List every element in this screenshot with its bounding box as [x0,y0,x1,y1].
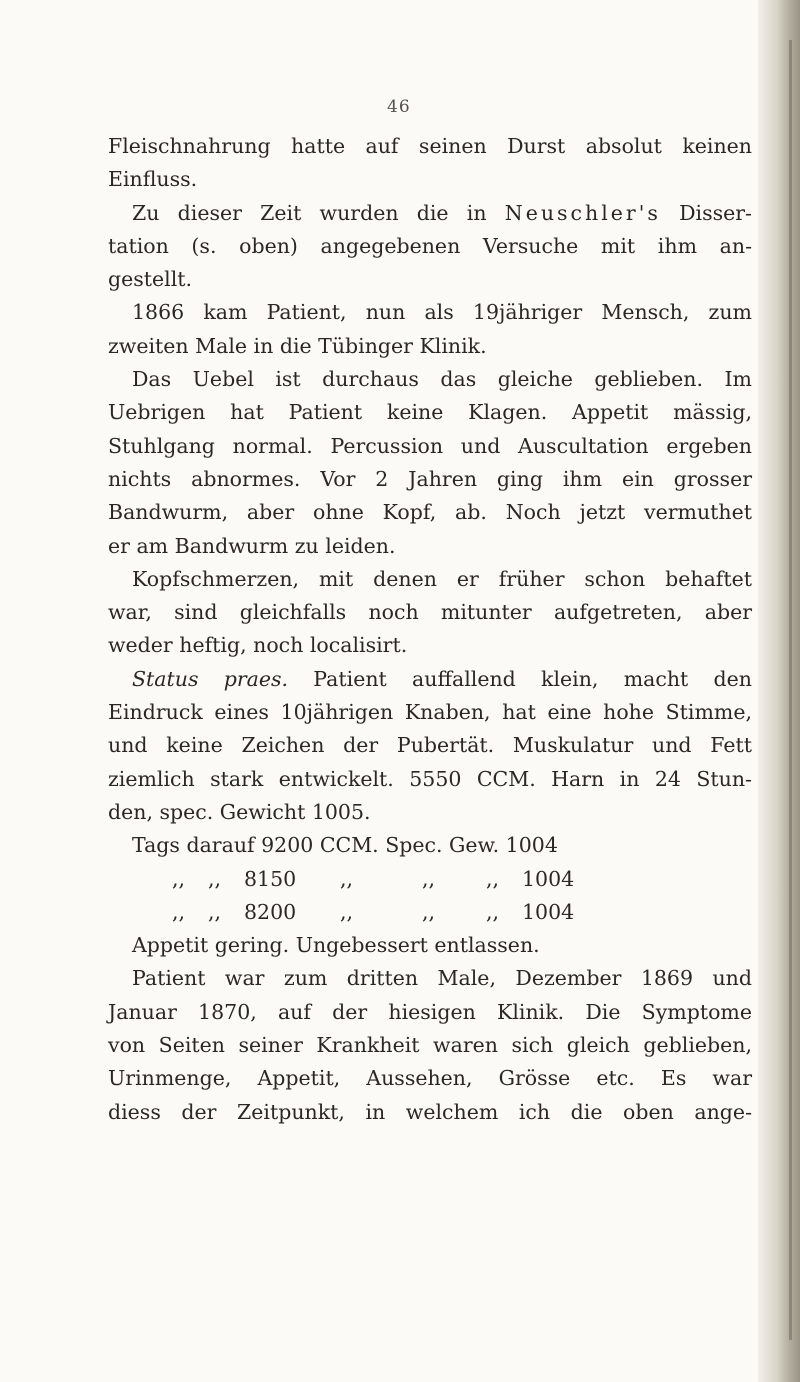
ditto-mark: ,, [172,866,186,891]
text-line: Januar 1870, auf der hiesigen Klinik. Die Symptome [108,999,752,1024]
ditto-mark: ,, [340,899,354,924]
text-line: Bandwurm, aber ohne Kopf, ab. Noch jetzt vermuthet [108,500,752,525]
measurement-row [108,896,752,929]
text-line: 1866 kam Patient, nun als 19jähriger Mensch, zum [132,300,752,325]
page-number: 46 [387,97,411,117]
ditto-mark: ,, [422,899,436,924]
text-line: Appetit gering. Ungebessert entlassen. [132,933,540,958]
text-line: Einfluss. [108,167,198,192]
text-line: weder heftig, noch localisirt. [108,633,408,658]
ditto-mark: ,, [486,899,500,924]
measurement-row [108,863,752,896]
ditto-mark: ,, [486,866,500,891]
text-line: Urinmenge, Appetit, Aussehen, Grösse etc. Es war [108,1066,752,1091]
text-line: ziemlich stark entwickelt. 5550 CCM. Harn in 24 Stun- [108,766,752,791]
text-line: Uebrigen hat Patient keine Klagen. Appetit mässig, [108,400,752,425]
text-line: den, spec. Gewicht 1005. [108,799,371,824]
text-line: Fleischnahrung hatte auf seinen Durst absolut keinen [108,134,752,158]
page-edge-line [789,40,792,1340]
text-line: war, sind gleichfalls noch mitunter aufgetreten, aber [108,600,752,625]
text-line: Stuhlgang normal. Percussion und Auscultation ergeben [108,433,752,458]
text-line: Kopfschmerzen, mit denen er früher schon behaftet [132,566,752,591]
gravity-value: 1004 [522,866,575,891]
status-heading: Status praes. [132,666,289,691]
text-line: gestellt. [108,267,193,292]
gravity-value: 1004 [522,899,575,924]
text-line: Tags darauf 9200 CCM. Spec. Gew. 1004 [132,833,558,858]
text-line: nichts abnormes. Vor 2 Jahren ging ihm ein grosser [108,466,752,491]
page-edge-shadow [758,0,800,1382]
text-span: Disser- [660,200,752,225]
author-name: Neuschler's [504,200,661,225]
ditto-mark: ,, [340,866,354,891]
text-line: tation (s. oben) angegebenen Versuche mit ihm an- [108,233,752,258]
text-line: er am Bandwurm zu leiden. [108,533,396,558]
text-line: und keine Zeichen der Pubertät. Muskulatur und Fett [108,733,752,758]
ditto-mark: ,, [208,866,222,891]
volume-value: 8200 [244,899,297,924]
text-line: Das Uebel ist durchaus das gleiche geblieben. Im [132,367,752,392]
body-text [108,130,752,1129]
text-line: Patient war zum dritten Male, Dezember 1869 und [132,966,752,991]
text-span: Patient auffallend klein, macht den [288,666,752,691]
text-line: von Seiten seiner Krankheit waren sich gleich geblieben, [108,1033,752,1058]
text-line: zweiten Male in die Tübinger Klinik. [108,333,487,358]
text-line [108,197,752,230]
volume-value: 8150 [244,866,297,891]
text-line [108,663,752,696]
ditto-mark: ,, [208,899,222,924]
ditto-mark: ,, [422,866,436,891]
text-line: Eindruck eines 10jährigen Knaben, hat eine hohe Stimme, [108,700,752,725]
text-line: diess der Zeitpunkt, in welchem ich die oben ange- [108,1099,752,1124]
ditto-mark: ,, [172,899,186,924]
text-span: Zu dieser Zeit wurden die in [132,200,505,225]
